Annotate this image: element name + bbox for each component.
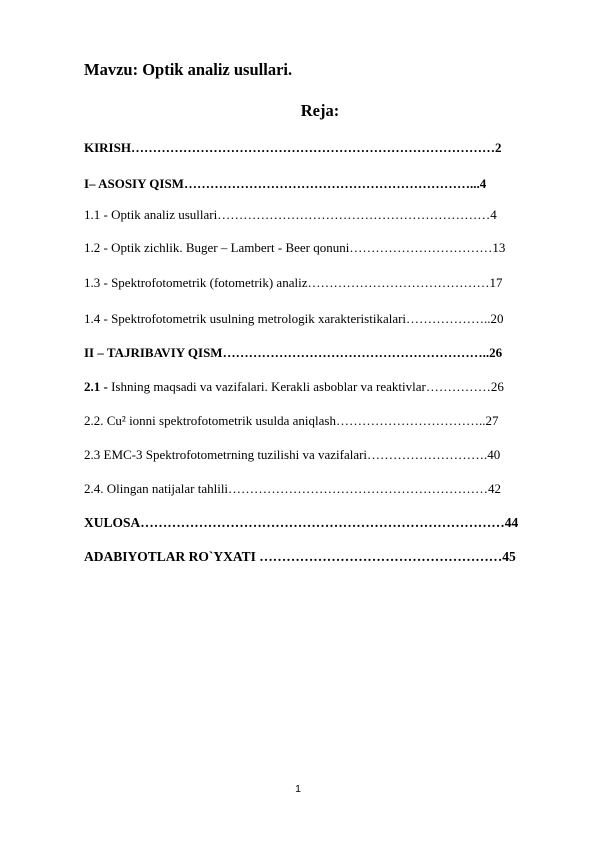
toc-item-2-4: 2.4. Olingan natijalar tahlili……………………………………………………42 xyxy=(84,481,502,496)
page-number: 1 xyxy=(295,783,301,795)
toc-item-1-3: 1.3 - Spektrofotometrik (fotometrik) analiz……………………………………17 xyxy=(84,275,503,290)
toc-item-tajribaviy-qism: II – TAJRIBAVIY QISM……………………………………………………..26 xyxy=(84,345,503,360)
toc-item-xulosa: XULOSA………………………………………………………………………44 xyxy=(84,515,519,530)
toc-item-1-1: 1.1 - Optik analiz usullari………………………………………………………4 xyxy=(84,207,497,222)
toc-item-1-4: 1.4 - Spektrofotometrik usulning metrologik xarakteristikalari………………..20 xyxy=(84,311,504,326)
plan-heading: Reja: xyxy=(300,101,340,120)
toc-item-1-2: 1.2 - Optik zichlik. Buger – Lambert - Beer qonuni……………………………13 xyxy=(84,240,506,255)
toc-item-2-3: 2.3 EMC-3 Spektrofotometrning tuzilishi va vazifalari……………………….40 xyxy=(84,447,501,462)
toc-item-2-1 xyxy=(84,379,504,395)
document-title: Mavzu: Optik analiz usullari. xyxy=(84,60,293,79)
toc-item-kirish: KIRISH…………………………………………………………………………2 xyxy=(84,140,502,155)
toc-item-2-2: 2.2. Cu² ionni spektrofotometrik usulda aniqlash……………………………..27 xyxy=(84,413,499,428)
toc-item-2-1-number: 2.1 - xyxy=(84,379,108,394)
toc-item-asosiy-qism: I– ASOSIY QISM…………………………………………………………...4 xyxy=(84,176,487,191)
toc-item-adabiyotlar: ADABIYOTLAR RO`YXATI ………………………………………………45 xyxy=(84,549,516,564)
toc-item-2-1-text: Ishning maqsadi va vazifalari. Kerakli asboblar va reaktivlar……………26 xyxy=(107,379,504,394)
